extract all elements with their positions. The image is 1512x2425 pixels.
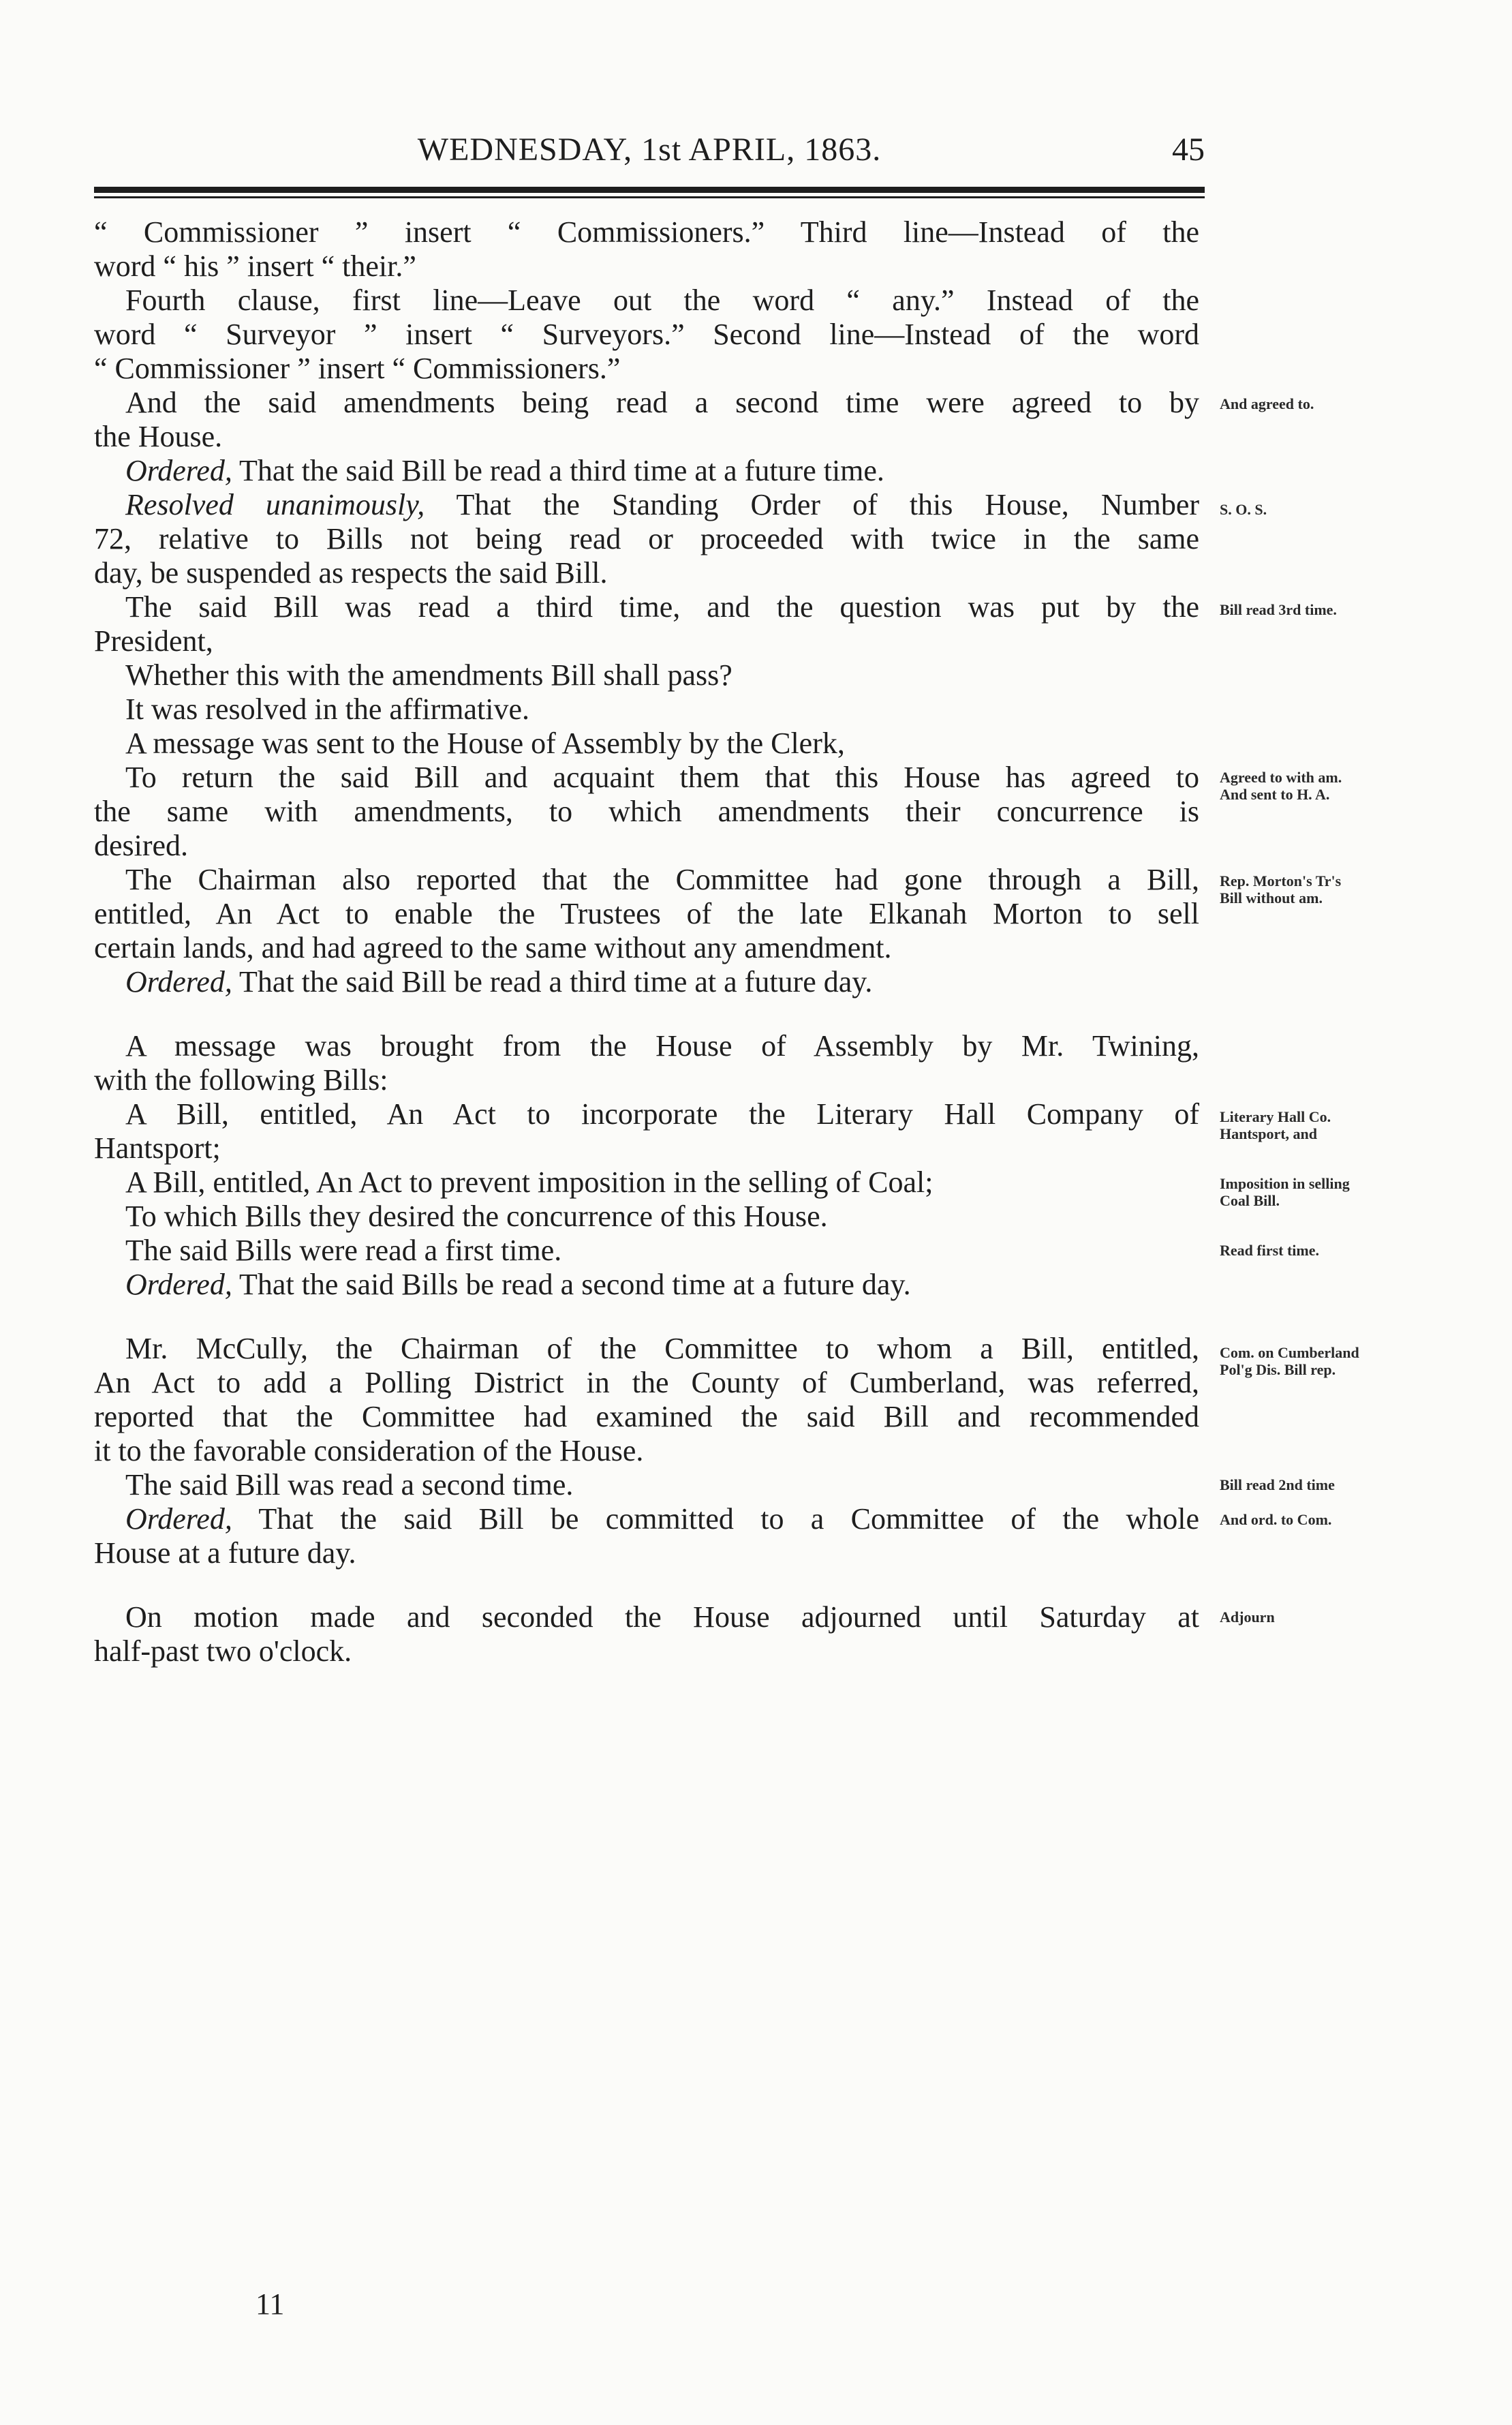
text-line [94,215,1199,249]
text-line [94,1600,1199,1634]
header-rule-thick [94,187,1205,193]
line-text: A message was sent to the House of Assembly by the Clerk, [125,727,845,760]
margin-note-morton-rep [1220,872,1445,906]
line-text: It was resolved in the affirmative. [125,692,529,726]
text-line [94,1468,1199,1502]
margin-note-bill-read-3rd [1220,601,1445,618]
line-text: A message was brought from the House of Assembly by Mr. Twining, [125,1029,1199,1063]
text-line [94,1165,1199,1200]
italic-lead: Ordered, [125,1268,232,1301]
text-line [94,249,1199,284]
line-text: 72, relative to Bills not being read or proceeded with twice in the same [94,522,1199,555]
text-line [94,624,1199,658]
line-text: half-past two o'clock. [94,1634,352,1668]
margin-note-line: Adjourn [1220,1608,1275,1626]
text-line [94,420,1199,454]
line-text: That the said Bill be read a third time at a future day. [232,965,873,998]
margin-note-line: And sent to H. A. [1220,786,1330,803]
line-text: To which Bills they desired the concurrence of this House. [125,1200,828,1233]
margin-note-cumberland [1220,1344,1445,1378]
line-text: word “ Surveyor ” insert “ Surveyors.” Second line—Instead of the word [94,318,1199,351]
line-text: with the following Bills: [94,1063,388,1097]
paragraph-gap [94,1302,1199,1332]
paragraph-gap [94,999,1199,1029]
line-text: President, [94,624,213,658]
text-line [94,1063,1199,1097]
signature-mark: 11 [256,2287,285,2321]
text-line [94,1400,1199,1434]
text-line [94,488,1199,522]
text-line [94,658,1199,692]
text-line [94,1234,1199,1268]
line-text: That the said Bill be committed to a Committee of the whole [232,1502,1199,1536]
margin-note-line: Coal Bill. [1220,1192,1280,1209]
line-text: A Bill, entitled, An Act to incorporate the Literary Hall Company of [125,1097,1199,1131]
margin-note-agreed-with-am [1220,769,1445,803]
line-text: Mr. McCully, the Chairman of the Committee to whom a Bill, entitled, [125,1332,1199,1365]
text-line [94,965,1199,999]
line-text: Fourth clause, first line—Leave out the word “ any.” Instead of the [125,284,1199,317]
text-line [94,1536,1199,1570]
margin-note-line: Rep. Morton's Tr's [1220,872,1342,889]
margin-note-line: Literary Hall Co. [1220,1108,1331,1125]
text-line [94,1502,1199,1536]
margin-note-read-2nd [1220,1476,1445,1493]
text-line [94,352,1199,386]
margin-note-line: Imposition in selling [1220,1175,1350,1192]
line-text: the same with amendments, to which amendments their concurrence is [94,795,1199,828]
text-line [94,318,1199,352]
text-line [94,522,1199,556]
line-text: A Bill, entitled, An Act to prevent imposition in the selling of Coal; [125,1165,934,1199]
text-line [94,1634,1199,1668]
margin-note-line: And ord. to Com. [1220,1511,1332,1528]
line-text: That the said Bill be read a third time at a future time. [232,454,884,487]
margin-note-line: Pol'g Dis. Bill rep. [1220,1361,1336,1378]
line-text: The said Bill was read a third time, and the question was put by the [125,590,1199,624]
text-line [94,454,1199,488]
margin-note-read-first [1220,1242,1445,1259]
paragraph-gap [94,1570,1199,1600]
line-text: entitled, An Act to enable the Trustees of the late Elkanah Morton to sell [94,897,1199,930]
text-line [94,692,1199,727]
line-text: On motion made and seconded the House adjourned until Saturday at [125,1600,1199,1634]
line-text: The said Bills were read a first time. [125,1234,562,1267]
italic-lead: Resolved unanimously, [125,488,425,521]
text-line [94,1131,1199,1165]
italic-lead: Ordered, [125,1502,232,1536]
margin-note-literary-hall [1220,1108,1445,1142]
margin-note-line: Bill read 2nd time [1220,1476,1335,1493]
margin-note-ord-com [1220,1511,1445,1528]
text-line [94,1029,1199,1063]
line-text: An Act to add a Polling District in the County of Cumberland, was referred, [94,1366,1199,1399]
text-line [94,1097,1199,1131]
line-text: “ Commissioner ” insert “ Commissioners.” [94,352,621,385]
text-line [94,590,1199,624]
margin-note-line: Read first time. [1220,1242,1320,1259]
line-text: The said Bill was read a second time. [125,1468,574,1501]
text-line [94,795,1199,829]
margin-note-line: Hantsport, and [1220,1125,1318,1142]
line-text: To return the said Bill and acquaint them that this House has agreed to [125,761,1199,794]
margin-note-line: S. O. S. [1220,501,1267,518]
margin-note-coal-bill [1220,1175,1445,1209]
margin-note-line: Bill without am. [1220,889,1323,906]
text-line [94,1268,1199,1302]
line-text: That the Standing Order of this House, Number [425,488,1200,521]
line-text: Whether this with the amendments Bill shall pass? [125,658,732,692]
text-line [94,829,1199,863]
line-text: it to the favorable consideration of the House. [94,1434,644,1467]
text-line [94,1366,1199,1400]
line-text: “ Commissioner ” insert “ Commissioners.” Third line—Instead of the [94,215,1199,249]
text-line [94,761,1199,795]
line-text: Hantsport; [94,1131,221,1165]
text-line [94,727,1199,761]
line-text: word “ his ” insert “ their.” [94,249,416,283]
text-line [94,556,1199,590]
body-text [94,215,1199,1668]
running-title: WEDNESDAY, 1st APRIL, 1863. [417,132,882,168]
line-text: the House. [94,420,223,453]
line-text: And the said amendments being read a second time were agreed to by [125,386,1199,419]
text-line [94,931,1199,965]
text-line [94,386,1199,420]
margin-note-line: Com. on Cumberland [1220,1344,1359,1361]
text-line [94,897,1199,931]
margin-note-line: Bill read 3rd time. [1220,601,1337,618]
line-text: day, be suspended as respects the said Bill. [94,556,608,590]
page-number: 45 [1172,132,1205,168]
italic-lead: Ordered, [125,454,232,487]
header-rule-thin [94,196,1205,198]
margin-note-so [1220,501,1445,518]
line-text: That the said Bills be read a second time at a future day. [232,1268,911,1301]
line-text: desired. [94,829,189,862]
text-line [94,1200,1199,1234]
text-line [94,1332,1199,1366]
line-text: certain lands, and had agreed to the same without any amendment. [94,931,892,964]
page-header [94,131,1205,179]
margin-note-agreed-to [1220,395,1445,412]
margin-note-adjourn [1220,1608,1445,1626]
italic-lead: Ordered, [125,965,232,998]
margin-note-line: Agreed to with am. [1220,769,1342,786]
line-text: House at a future day. [94,1536,356,1570]
margin-note-line: And agreed to. [1220,395,1314,412]
text-line [94,863,1199,897]
text-line [94,284,1199,318]
text-line [94,1434,1199,1468]
line-text: The Chairman also reported that the Committee had gone through a Bill, [125,863,1199,896]
line-text: reported that the Committee had examined the said Bill and recommended [94,1400,1199,1433]
